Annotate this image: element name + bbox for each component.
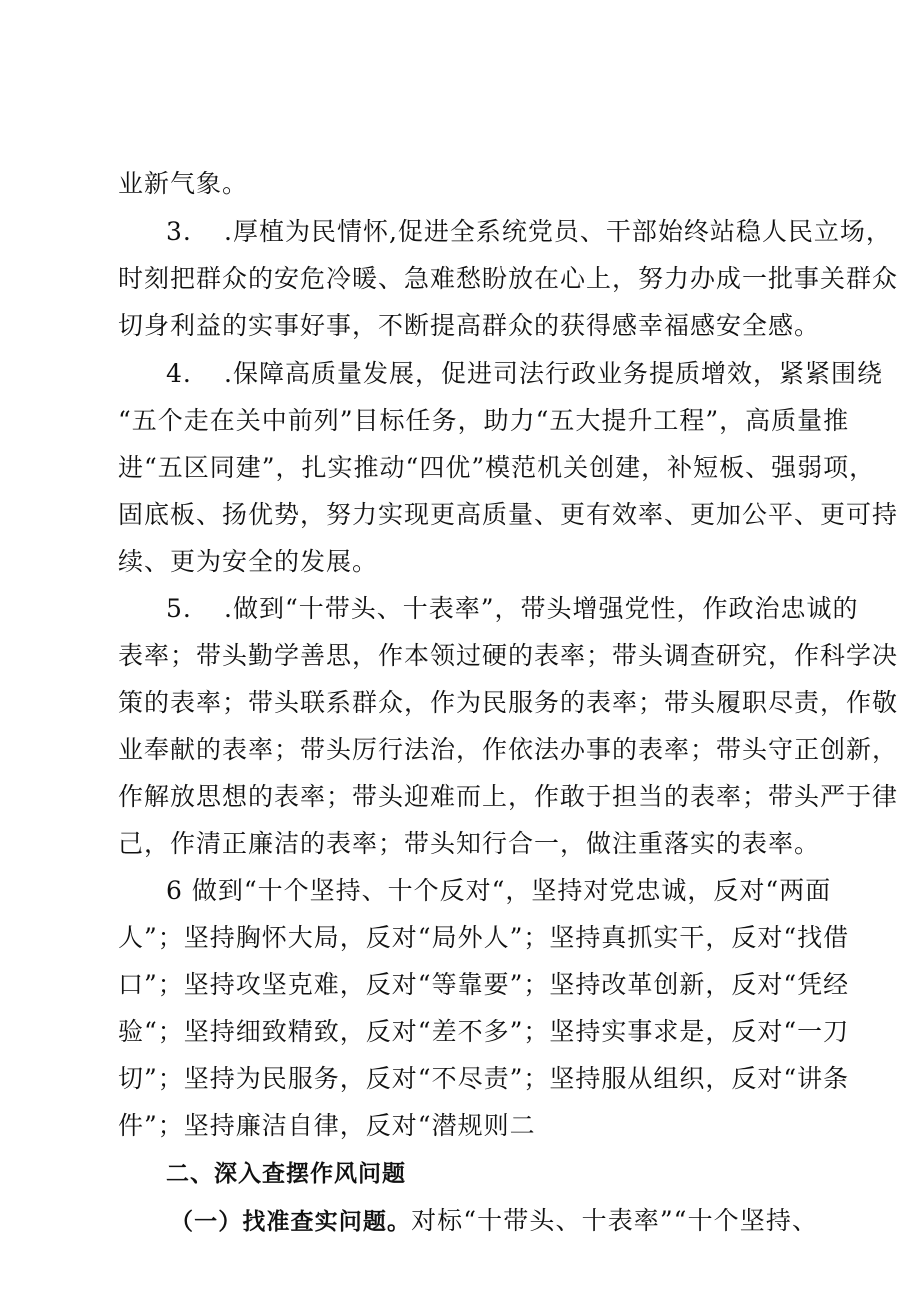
- subsection-text: 对标“十带头、十表率”“十个坚持、: [411, 1206, 818, 1235]
- item-number: 4.: [166, 359, 192, 388]
- text-line: 业新气象。: [118, 169, 249, 198]
- text-line: 策的表率；带头联系群众，作为民服务的表率；带头履职尽责，作敬: [118, 688, 899, 717]
- item-text: .厚植为民情怀,促进全系统党员、干部始终站稳人民立场，: [224, 217, 892, 246]
- item-text: .保障高质量发展，促进司法行政业务提质增效，紧紧围绕: [224, 359, 883, 388]
- list-item-3: [166, 215, 892, 249]
- item-number: 5.: [166, 594, 192, 623]
- text-line: 业奉献的表率；带头厉行法治，作依法办事的表率；带头守正创新，: [118, 735, 899, 764]
- text-line: 己，作清正廉洁的表率；带头知行合一，做注重落实的表率。: [118, 829, 821, 858]
- text-line: 时刻把群众的安危冷暖、急难愁盼放在心上，努力办成一批事关群众: [118, 264, 899, 293]
- subsection-line: [170, 1204, 818, 1238]
- text-line: 切身利益的实事好事，不断提高群众的获得感幸福感安全感。: [118, 311, 821, 340]
- list-item-6: 6 做到“十个坚持、十个反对“，坚持对党忠诚，反对“两面: [166, 876, 832, 905]
- text-line: 口”；坚持攻坚克难，反对“等靠要”；坚持改革创新，反对“凭经: [118, 970, 850, 999]
- item-text: .做到“十带头、十表率”，带头增强党性，作政治忠诚的: [224, 594, 859, 623]
- text-line: 件”；坚持廉洁自律，反对“潜规则二: [118, 1111, 536, 1140]
- section-heading: 二、深入查摆作风问题: [166, 1161, 406, 1187]
- text-line: 切”；坚持为民服务，反对“不尽责”；坚持服从组织，反对“讲条: [118, 1064, 850, 1093]
- text-line: 续、更为安全的发展。: [118, 547, 379, 576]
- text-line: “五个走在关中前列”目标任务，助力“五大提升工程”，高质量推: [118, 406, 850, 435]
- subsection-title: （一）找准查实问题。: [170, 1209, 412, 1235]
- text-line: 人”；坚持胸怀大局，反对“局外人”；坚持真抓实干，反对“找借: [118, 923, 850, 952]
- list-item-4: [166, 357, 883, 391]
- text-line: 表率；带头勤学善思，作本领过硬的表率；带头调查研究，作科学决: [118, 641, 899, 670]
- text-line: 进“五区同建”，扎实推动“四优”模范机关创建，补短板、强弱项，: [118, 453, 876, 482]
- item-number: 3.: [166, 217, 192, 246]
- text-line: 验“；坚持细致精致，反对“差不多”；坚持实事求是，反对“一刀: [118, 1017, 850, 1046]
- text-line: 固底板、扬优势，努力实现更高质量、更有效率、更加公平、更可持: [118, 500, 899, 529]
- list-item-5: [166, 592, 859, 626]
- text-line: 作解放思想的表率；带头迎难而上，作敢于担当的表率；带头严于律: [118, 782, 899, 811]
